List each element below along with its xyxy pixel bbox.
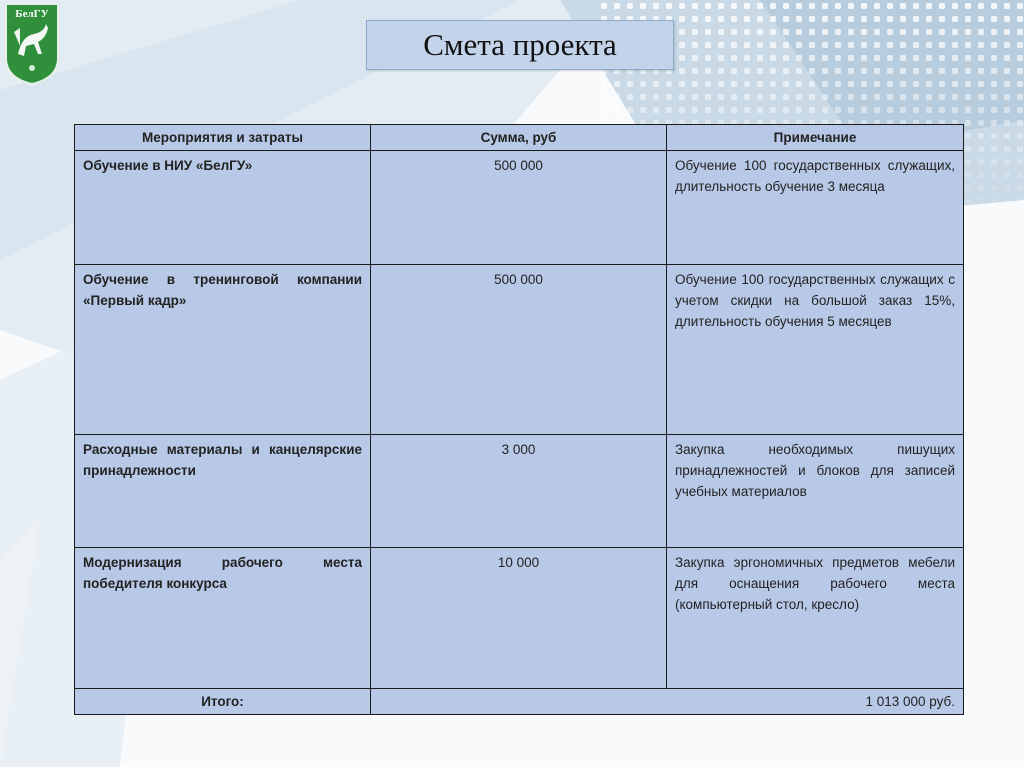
row-amount: 10 000 (371, 548, 667, 689)
belgu-logo (4, 2, 60, 86)
header-amount: Сумма, руб (371, 125, 667, 151)
slide-title: Смета проекта (366, 20, 674, 70)
budget-table (74, 124, 964, 715)
row-item: Обучение в НИУ «БелГУ» (75, 151, 371, 265)
table-total-row (75, 689, 964, 715)
table-row (75, 265, 964, 435)
total-value: 1 013 000 руб. (371, 689, 964, 715)
logo-text: БелГУ (15, 8, 49, 20)
row-item: Модернизация рабочего места победителя конкурса (75, 548, 371, 689)
header-note: Примечание (667, 125, 964, 151)
row-note (667, 265, 964, 435)
row-note-text: Закупка необходимых пишущих принадлежностей и блоков для записей учебных материалов (675, 442, 955, 499)
row-note-text: Обучение 100 государственных служащих с учетом скидки на большой заказ 15%, длительность обучения 5 месяцев (675, 272, 955, 329)
row-amount: 500 000 (371, 265, 667, 435)
total-label: Итого: (75, 689, 371, 715)
row-note (667, 435, 964, 548)
row-note-text: Закупка эргономичных предметов мебели для оснащения рабочего места (компьютерный стол, кресло) (675, 555, 955, 612)
row-note (667, 151, 964, 265)
row-note-text: Обучение 100 государственных служащих, длительность обучение 3 месяца (675, 158, 955, 194)
table-header-row (75, 125, 964, 151)
row-note (667, 548, 964, 689)
table-row (75, 435, 964, 548)
table-row (75, 548, 964, 689)
row-amount: 500 000 (371, 151, 667, 265)
header-activities: Мероприятия и затраты (75, 125, 371, 151)
row-item: Обучение в тренинговой компании «Первый кадр» (75, 265, 371, 435)
row-item: Расходные материалы и канцелярские принадлежности (75, 435, 371, 548)
row-amount: 3 000 (371, 435, 667, 548)
table-row (75, 151, 964, 265)
